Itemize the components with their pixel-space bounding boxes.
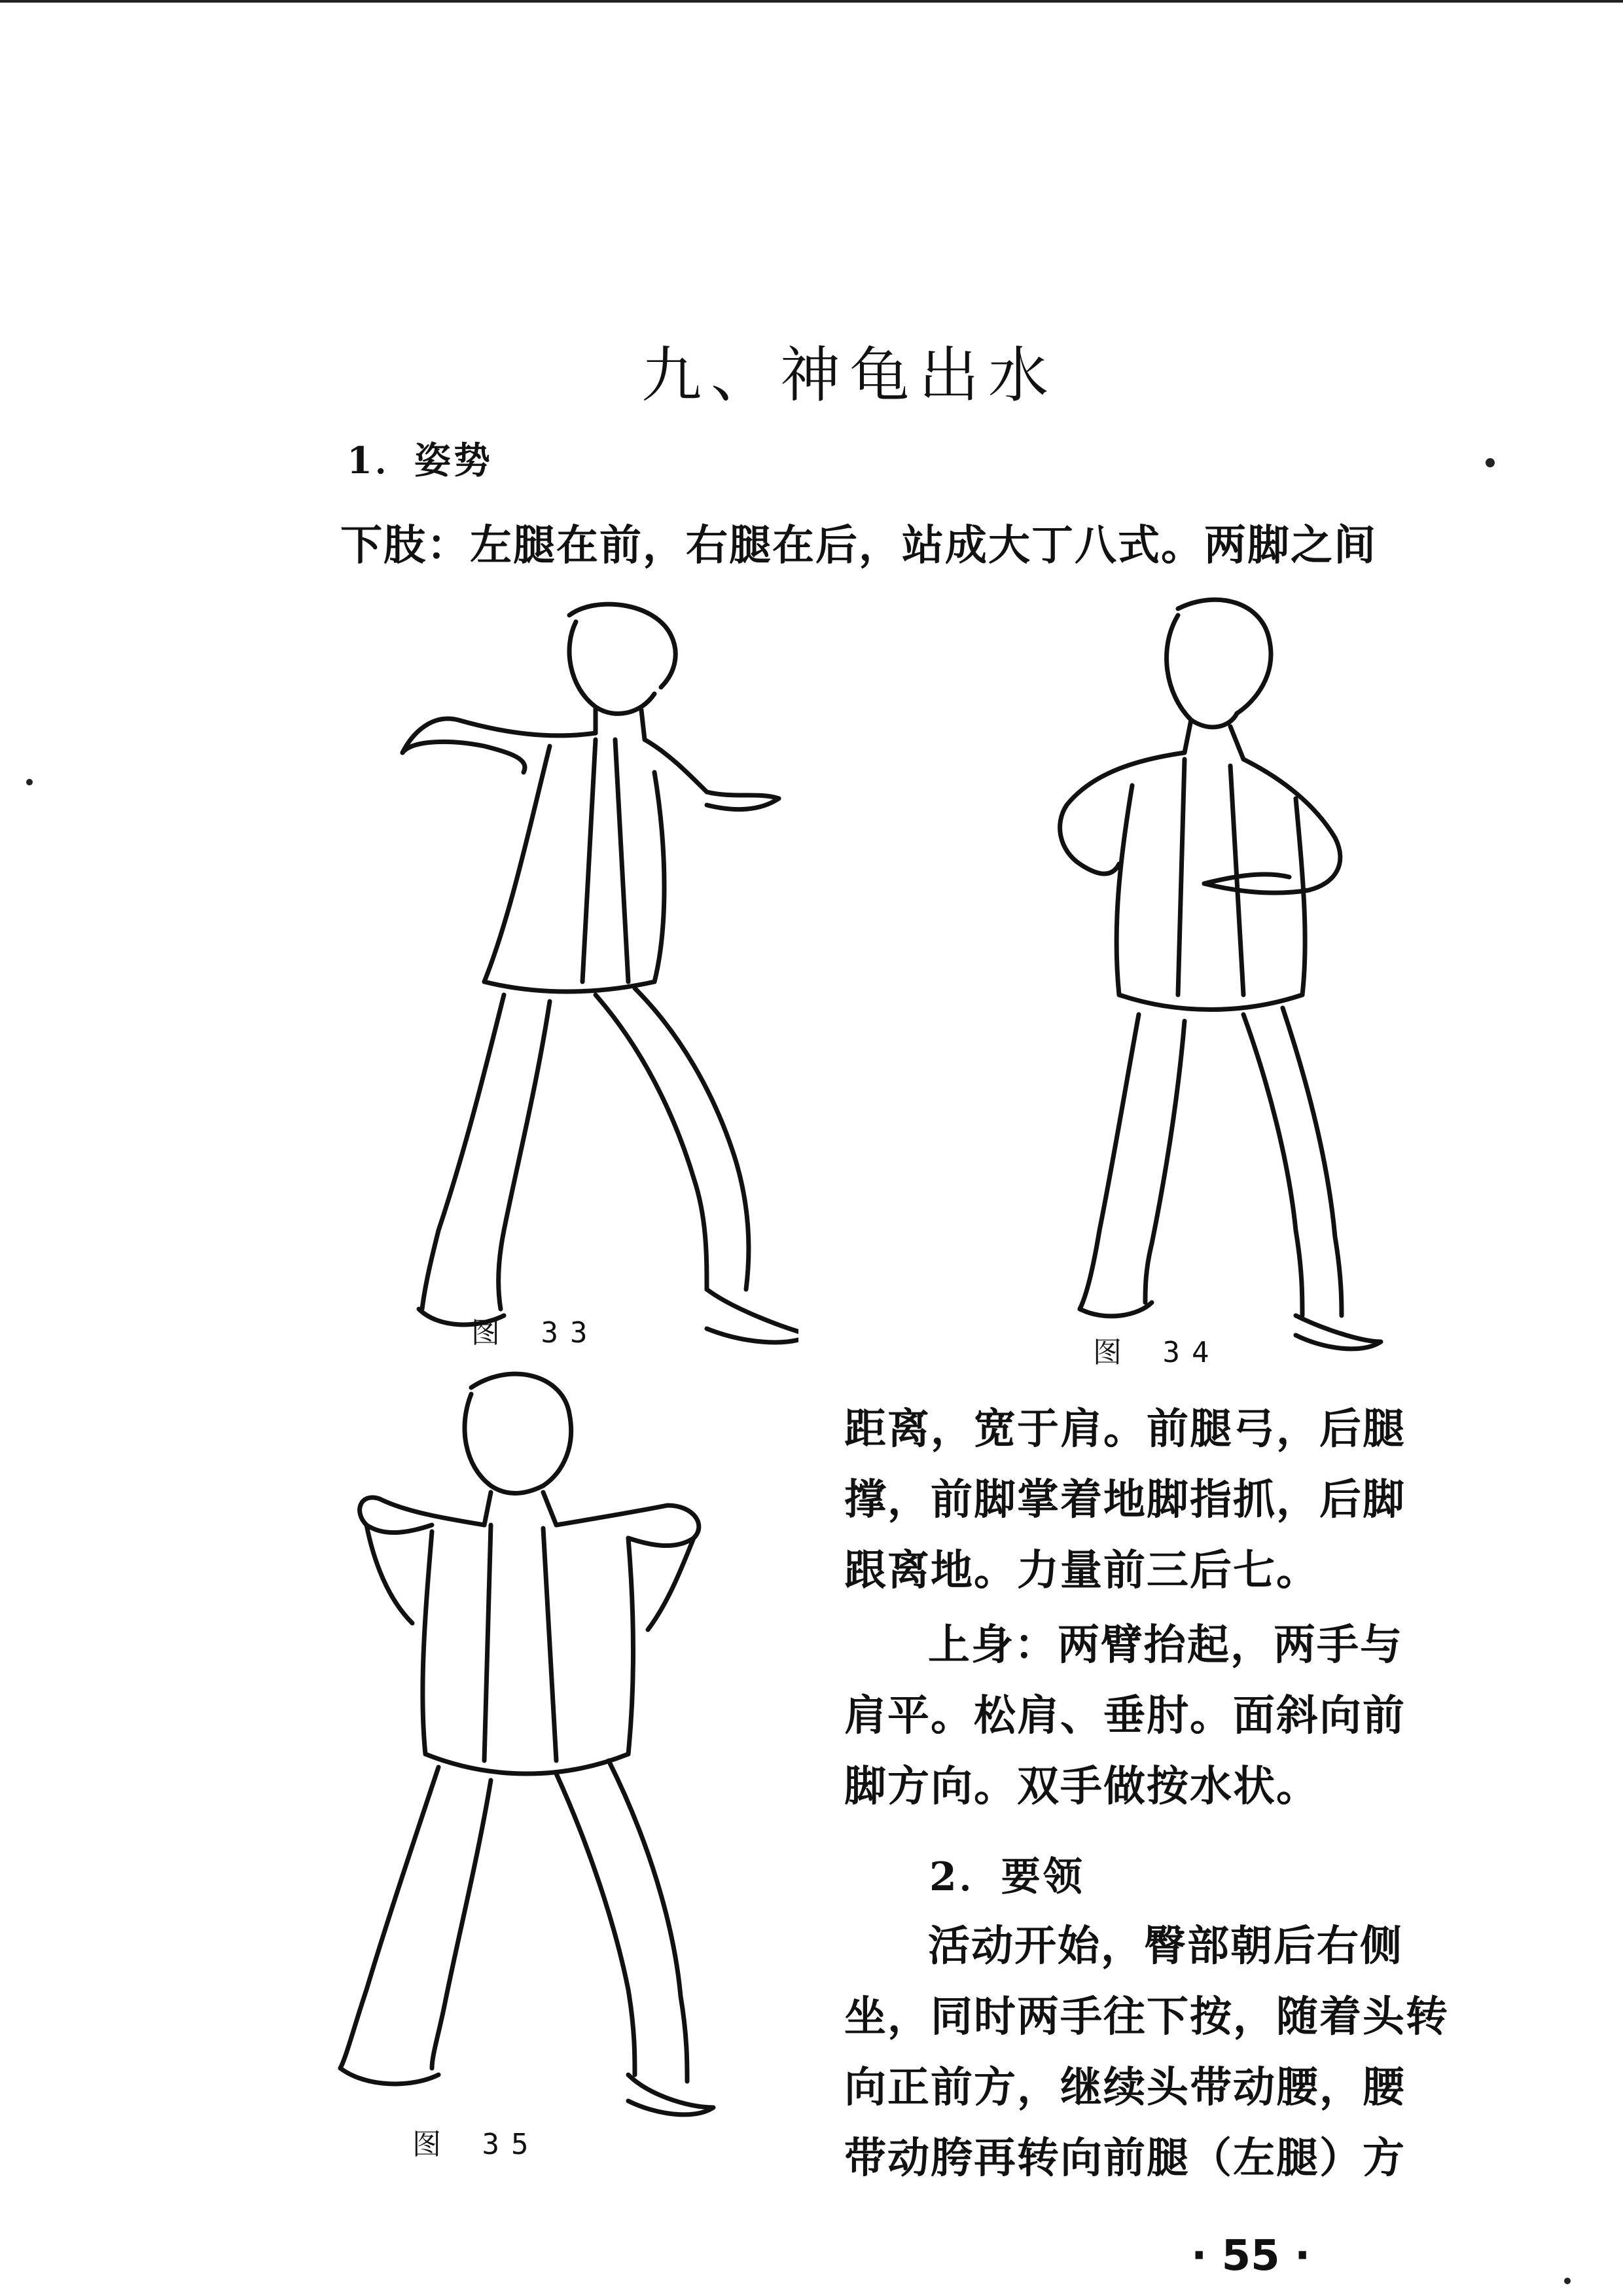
essentials-line-4: 带动胯再转向前腿（左腿）方: [844, 2134, 1406, 2183]
figure-34-illustration: [982, 589, 1400, 1361]
figure-35-illustration: [301, 1361, 759, 2134]
scan-speck: [26, 779, 33, 785]
stance-paragraph: [844, 1394, 1406, 1606]
lower-body-line: 下肢：左腿在前，右腿在后，站成大丁八式。两脚之间: [340, 521, 1377, 570]
upper-body-line-2: 肩平。松肩、垂肘。面斜向前: [844, 1691, 1406, 1740]
lower-body-paragraph: [340, 511, 1377, 581]
stance-line-3: 跟离地。力量前三后七。: [844, 1546, 1319, 1595]
section-heading-essentials: 2．要领: [929, 1854, 1085, 1900]
essentials-line-3: 向正前方，继续头带动腰，腰: [844, 2063, 1406, 2112]
page-number: · 55 ·: [1191, 2232, 1311, 2280]
top-border-line: [0, 0, 1623, 3]
figure-34-caption: 图 34: [1093, 1336, 1221, 1369]
page-title: 九、神龟出水: [641, 340, 1058, 410]
scan-speck: [1564, 2278, 1571, 2284]
figure-35-caption: 图 35: [412, 2128, 541, 2161]
scan-speck: [1486, 458, 1495, 467]
stance-line-2: 撑，前脚掌着地脚指抓，后脚: [844, 1475, 1406, 1524]
upper-body-line-3: 脚方向。双手做按水状。: [844, 1762, 1319, 1811]
figure-33-illustration: [288, 576, 798, 1361]
figure-33-caption: 图 33: [471, 1316, 599, 1350]
stance-line-1: 距离，宽于肩。前腿弓，后腿: [844, 1405, 1406, 1454]
section-heading-posture: 1．姿势: [347, 439, 493, 482]
essentials-paragraph: [844, 1911, 1449, 2194]
essentials-line-2: 坐，同时两手往下按，随着头转: [844, 1992, 1449, 2041]
upper-body-paragraph: [844, 1610, 1406, 1822]
upper-body-line-1: 上身：两臂抬起，两手与: [928, 1621, 1403, 1670]
essentials-line-1: 活动开始，臀部朝后右侧: [928, 1922, 1403, 1971]
